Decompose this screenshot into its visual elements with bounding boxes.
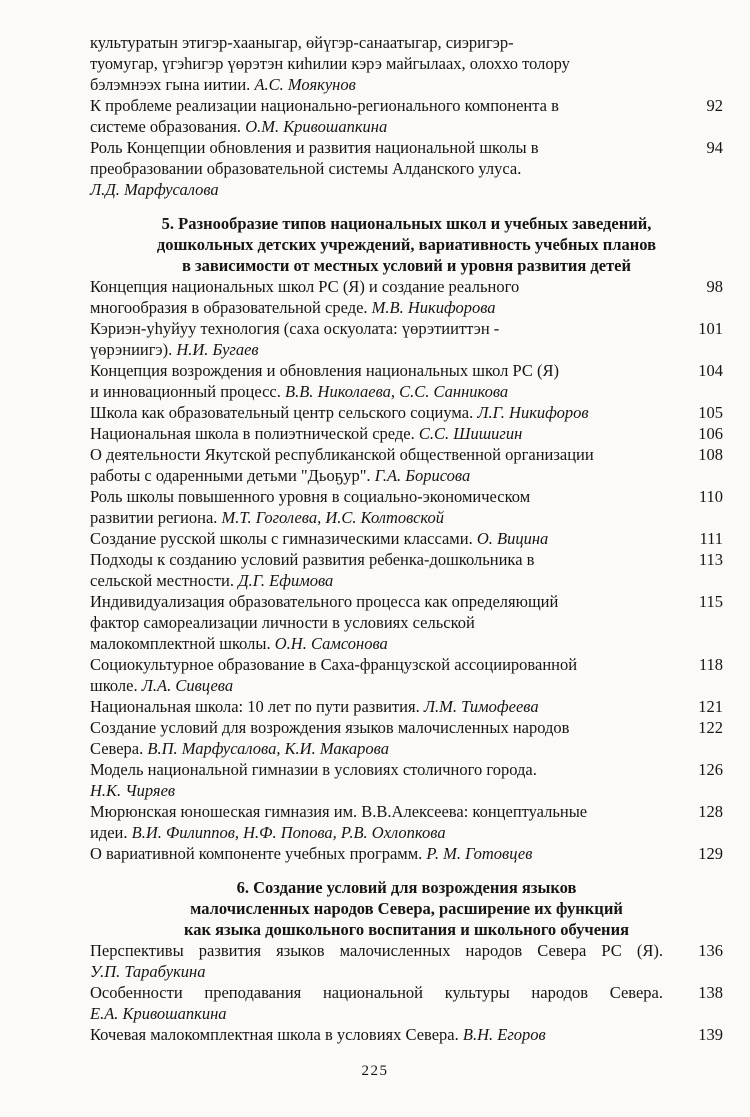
toc-line-text	[90, 137, 681, 158]
toc-line	[90, 402, 723, 423]
author-name: Н.К. Чиряев	[90, 781, 176, 800]
toc-line-text	[90, 297, 681, 318]
toc-line-text	[90, 612, 681, 633]
section-heading-line: 6. Создание условий для возрождения языков	[236, 878, 577, 897]
toc-line-text	[90, 717, 681, 738]
author-name: В.П. Марфусалова, К.И. Макарова	[147, 739, 389, 758]
page-ref: 92	[706, 96, 723, 115]
entry-title-text: Модель национальной гимназии в условиях столичного города.	[90, 760, 537, 779]
toc-entry	[90, 717, 723, 759]
author-name: А.С. Моякунов	[254, 75, 356, 94]
author-name: У.П. Тарабукина	[90, 962, 206, 981]
toc-line	[90, 158, 723, 179]
toc-line	[90, 801, 723, 822]
entry-title-text: К проблеме реализации национально-регионального компонента в	[90, 96, 559, 115]
author-name: Л.Д. Марфусалова	[90, 180, 219, 199]
author-name: О.Н. Самсонова	[274, 634, 388, 653]
toc-line	[90, 507, 723, 528]
toc-line	[90, 465, 723, 486]
entry-title-text: культуратын этигэр-хааныгар, өйүгэр-санаатыгар, сиэригэр-	[90, 33, 514, 52]
entry-title-text: Концепция возрождения и обновления национальных школ РС (Я)	[90, 361, 560, 380]
entry-title-text: туомугар, үгэһигэр үөрэтэн киһилии кэрэ майгылаах, олоххо толору	[90, 54, 570, 73]
entry-title-text: О вариативной компоненте учебных программ.	[90, 844, 427, 863]
entry-title-text: бэлэмнээх гына иитии.	[90, 75, 255, 94]
page-ref: 121	[698, 697, 723, 716]
page-ref: 110	[698, 487, 723, 506]
entry-title-text: малокомплектной школы.	[90, 634, 275, 653]
toc-line-text	[90, 570, 681, 591]
entry-title-text: Перспективы развития языков малочисленных народов Севера РС (Я).	[90, 941, 663, 960]
entry-title-text: Мюрюнская юношеская гимназия им. В.В.Алексеева: концептуальные	[90, 802, 588, 821]
toc-entry	[90, 360, 723, 402]
author-name: Д.Г. Ефимова	[238, 571, 334, 590]
page-ref: 101	[698, 319, 723, 338]
author-name: Н.И. Бугаев	[176, 340, 259, 359]
section-heading-line: 5. Разнообразие типов национальных школ и учебных заведений,	[161, 214, 652, 233]
entry-title-text: работы с одаренными детьми "Дьоҕур".	[90, 466, 375, 485]
author-name: О.М. Кривошапкина	[245, 117, 388, 136]
toc-line	[90, 961, 723, 982]
toc-line-text	[90, 528, 681, 549]
page-ref: 138	[698, 983, 723, 1002]
toc-line-text	[90, 696, 681, 717]
toc-line-text	[90, 339, 681, 360]
toc-line-text	[90, 360, 681, 381]
toc-entry	[90, 423, 723, 444]
toc-line	[90, 822, 723, 843]
toc-line-text	[90, 675, 681, 696]
section-heading-line: в зависимости от местных условий и уровня развития детей	[181, 256, 632, 275]
toc-line	[90, 675, 723, 696]
toc-entry	[90, 549, 723, 591]
entry-title-text: Создание условий для возрождения языков малочисленных народов	[90, 718, 570, 737]
toc-line-text	[90, 982, 681, 1003]
toc-entry	[90, 759, 723, 801]
entry-title-text: Национальная школа в полиэтнической среде.	[90, 424, 419, 443]
toc-line	[90, 843, 723, 864]
entry-title-text: О деятельности Якутской республиканской общественной организации	[90, 445, 594, 464]
toc-line	[90, 179, 723, 200]
toc-line	[90, 780, 723, 801]
footer-page-number: 225	[361, 1063, 389, 1079]
entry-title-text: Индивидуализация образовательного процесса как определяющий	[90, 592, 559, 611]
toc-line-text	[90, 74, 681, 95]
toc-line	[90, 32, 723, 53]
page-ref: 115	[698, 592, 723, 611]
toc-line	[90, 137, 723, 158]
entry-title-text: Кэриэн-уһуйуу технология (саха оскуолата: үөрэтииттэн -	[90, 319, 500, 338]
author-name: М.В. Никифорова	[371, 298, 496, 317]
page-ref: 104	[698, 361, 723, 380]
toc-line	[90, 297, 723, 318]
toc-line-text	[90, 381, 681, 402]
toc-line	[90, 549, 723, 570]
toc-entry	[90, 696, 723, 717]
toc-line-text	[90, 158, 681, 179]
toc-entry	[90, 276, 723, 318]
toc-line	[90, 116, 723, 137]
toc-entry	[90, 591, 723, 654]
entry-title-text: Концепция национальных школ РС (Я) и создание реального	[90, 277, 520, 296]
toc-line	[90, 528, 723, 549]
entry-title-text: Школа как образовательный центр сельского социума.	[90, 403, 478, 422]
section-heading-line: дошкольных детских учреждений, вариативность учебных планов	[156, 235, 657, 254]
author-name: Л.М. Тимофеева	[423, 697, 539, 716]
toc-line-text	[90, 1003, 681, 1024]
toc-line	[90, 696, 723, 717]
toc-line	[90, 423, 723, 444]
entry-title-text: преобразовании образовательной системы Алданского улуса.	[90, 159, 522, 178]
entry-title-text: школе.	[90, 676, 142, 695]
author-name: В.Н. Егоров	[462, 1025, 546, 1044]
entry-title-text: Севера.	[90, 739, 148, 758]
toc-line-text	[90, 444, 681, 465]
toc-line-text	[90, 961, 681, 982]
entry-title-text: Социокультурное образование в Саха-французской ассоциированной	[90, 655, 578, 674]
author-name: Е.А. Кривошапкина	[90, 1004, 227, 1023]
toc-line	[90, 360, 723, 381]
entry-title-text: Создание русской школы с гимназическими классами.	[90, 529, 477, 548]
page-ref: 129	[698, 844, 723, 863]
toc-line-text	[90, 822, 681, 843]
page-ref: 106	[698, 424, 723, 443]
page-ref: 111	[699, 529, 723, 548]
toc-line-text	[90, 32, 681, 53]
page-ref: 118	[698, 655, 723, 674]
entry-title-text: многообразия в образовательной среде.	[90, 298, 372, 317]
toc-line	[90, 74, 723, 95]
toc-line	[90, 276, 723, 297]
toc-line-text	[90, 843, 681, 864]
entry-title-text: Роль школы повышенного уровня в социально-экономическом	[90, 487, 531, 506]
toc-line	[90, 940, 723, 961]
author-name: Л.Г. Никифоров	[477, 403, 589, 422]
entry-title-text: идеи.	[90, 823, 132, 842]
toc-line-text	[90, 591, 681, 612]
toc-line	[90, 759, 723, 780]
toc-line	[90, 339, 723, 360]
toc-line-text	[90, 486, 681, 507]
author-name: Г.А. Борисова	[374, 466, 471, 485]
toc-line	[90, 381, 723, 402]
page-ref: 108	[698, 445, 723, 464]
entry-title-text: Национальная школа: 10 лет по пути развития.	[90, 697, 424, 716]
page-ref: 139	[698, 1025, 723, 1044]
toc-line	[90, 717, 723, 738]
toc-line-text	[90, 465, 681, 486]
toc-entry	[90, 982, 723, 1024]
toc-entry	[90, 444, 723, 486]
toc-entry	[90, 95, 723, 137]
author-name: В.И. Филиппов, Н.Ф. Попова, Р.В. Охлопкова	[131, 823, 446, 842]
page-ref: 128	[698, 802, 723, 821]
author-name: Л.А. Сивцева	[141, 676, 234, 695]
toc-line-text	[90, 940, 681, 961]
toc-line	[90, 591, 723, 612]
toc-entry	[90, 137, 723, 200]
entry-title-text: развитии региона.	[90, 508, 222, 527]
author-name: Р. М. Готовцев	[426, 844, 533, 863]
author-name: М.Т. Гоголева, И.С. Колтовской	[221, 508, 445, 527]
section-heading	[90, 213, 723, 276]
toc-line	[90, 654, 723, 675]
toc-line-text	[90, 1024, 681, 1045]
toc-line	[90, 1024, 723, 1045]
toc-line	[90, 633, 723, 654]
section-heading-line: малочисленных народов Севера, расширение их функций	[190, 899, 623, 918]
toc-entry	[90, 318, 723, 360]
toc	[90, 32, 723, 1045]
toc-line-text	[90, 549, 681, 570]
toc-entry	[90, 843, 723, 864]
toc-line	[90, 318, 723, 339]
toc-line	[90, 612, 723, 633]
toc-line-text	[90, 276, 681, 297]
entry-title-text: Особенности преподавания национальной культуры народов Севера.	[90, 983, 663, 1002]
toc-line-text	[90, 116, 681, 137]
toc-entry	[90, 654, 723, 696]
page-ref: 126	[698, 760, 723, 779]
entry-title-text: сельской местности.	[90, 571, 239, 590]
page-ref: 113	[698, 550, 723, 569]
toc-entry	[90, 1024, 723, 1045]
toc-line-text	[90, 780, 681, 801]
section-heading-line: как языка дошкольного воспитания и школьного обучения	[183, 920, 630, 939]
toc-line-text	[90, 402, 681, 423]
toc-line-text	[90, 654, 681, 675]
author-name: С.С. Шишигин	[418, 424, 523, 443]
toc-line	[90, 738, 723, 759]
toc-line	[90, 1003, 723, 1024]
page-ref: 105	[698, 403, 723, 422]
page-ref: 122	[698, 718, 723, 737]
author-name: В.В. Николаева, С.С. Санникова	[285, 382, 509, 401]
toc-line-text	[90, 318, 681, 339]
toc-line-text	[90, 423, 681, 444]
entry-title-text: системе образования.	[90, 117, 246, 136]
page-ref: 136	[698, 941, 723, 960]
toc-line	[90, 53, 723, 74]
toc-line	[90, 570, 723, 591]
page-ref: 94	[706, 138, 723, 157]
toc-entry	[90, 32, 723, 95]
toc-line-text	[90, 633, 681, 654]
toc-line-text	[90, 95, 681, 116]
toc-line-text	[90, 801, 681, 822]
toc-line-text	[90, 759, 681, 780]
toc-entry	[90, 940, 723, 982]
toc-entry	[90, 486, 723, 528]
toc-line	[90, 982, 723, 1003]
entry-title-text: үөрэниигэ).	[90, 340, 177, 359]
toc-line-text	[90, 738, 681, 759]
toc-entry	[90, 528, 723, 549]
page-ref: 98	[706, 277, 723, 296]
toc-line	[90, 444, 723, 465]
author-name: О. Вицина	[476, 529, 549, 548]
toc-entry	[90, 402, 723, 423]
toc-line	[90, 95, 723, 116]
toc-line-text	[90, 179, 681, 200]
entry-title-text: Кочевая малокомплектная школа в условиях Севера.	[90, 1025, 463, 1044]
toc-entry	[90, 801, 723, 843]
entry-title-text: Подходы к созданию условий развития ребенка-дошкольника в	[90, 550, 535, 569]
entry-title-text: фактор самореализации личности в условиях сельской	[90, 613, 475, 632]
toc-line-text	[90, 507, 681, 528]
toc-line	[90, 486, 723, 507]
entry-title-text: Роль Концепции обновления и развития национальной школы в	[90, 138, 539, 157]
section-heading	[90, 877, 723, 940]
entry-title-text: и инновационный процесс.	[90, 382, 285, 401]
toc-line-text	[90, 53, 681, 74]
